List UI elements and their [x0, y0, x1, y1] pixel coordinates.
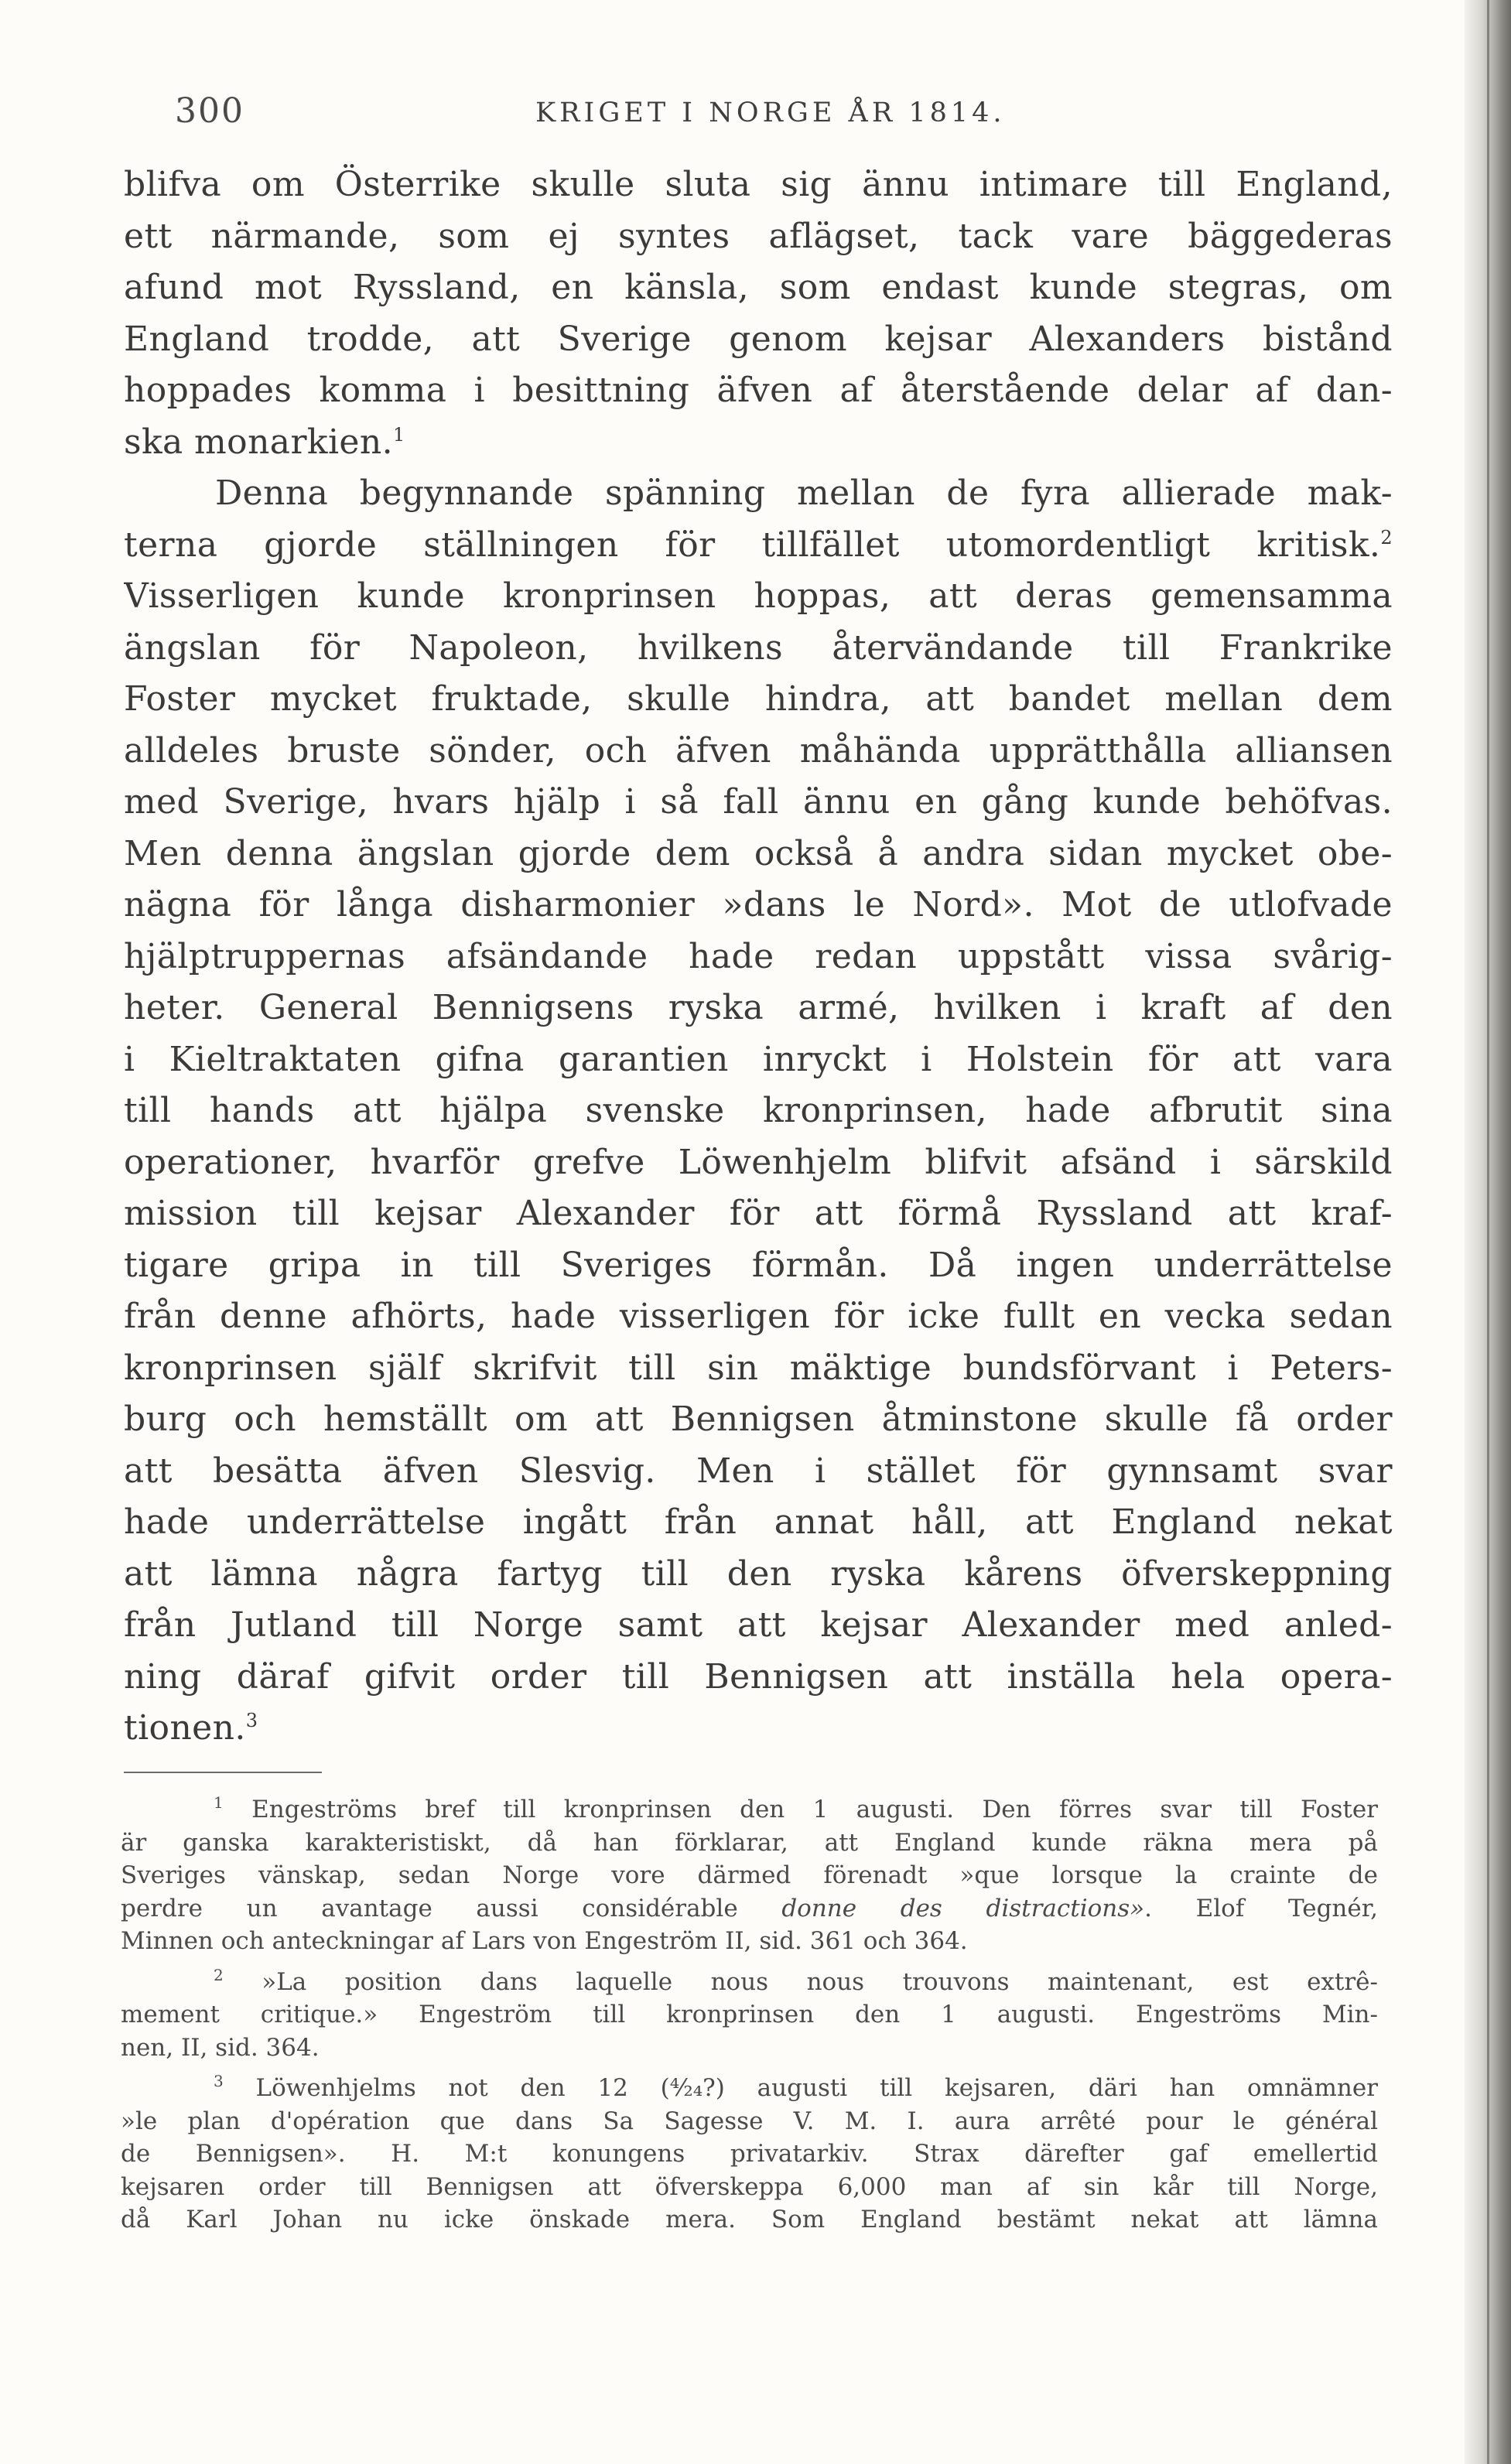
- text-line: kronprinsen själf skrifvit till sin mäktige bundsförvant i Peters-: [124, 1348, 1393, 1388]
- text-line: hjälptruppernas afsändande hade redan uppstått vissa svårig-: [124, 936, 1393, 976]
- footnote-text: »La position dans laquelle nous nous trouvons maintenant, est extrê-: [262, 1967, 1378, 1996]
- text-line: alldeles bruste sönder, och äfven måhända upprätthålla alliansen: [124, 730, 1393, 771]
- footnote-line: Sveriges vänskap, sedan Norge vore därmed förenadt »que lorsque la crainte de: [121, 1861, 1378, 1889]
- text-span: terna gjorde ställningen för tillfället utomordentligt kritisk.: [124, 525, 1381, 565]
- footnote-text: perdre un avantage aussi considérable: [121, 1894, 738, 1922]
- page-number: 300: [175, 91, 244, 131]
- footnote-text: Engeströms bref till kronprinsen den 1 augusti. Den förres svar till Foster: [251, 1796, 1378, 1823]
- text-line: blifva om Österrike skulle sluta sig ännu intimare till England,: [124, 165, 1393, 204]
- text-line: Denna begynnande spänning mellan de fyra allierade mak-: [215, 473, 1393, 513]
- text-line: Men denna ängslan gjorde dem också å andra sidan mycket obe-: [124, 833, 1393, 873]
- text-line: med Sverige, hvars hjälp i så fall ännu en gång kunde behöfvas.: [124, 782, 1393, 822]
- footnote-line: nen, II, sid. 364.: [121, 2033, 320, 2062]
- body-text: [124, 159, 1393, 1755]
- text-line: [124, 1703, 1393, 1755]
- footnote-line: Minnen och anteckningar af Lars von Engeström II, sid. 361 och 364.: [121, 1927, 968, 1955]
- footnote-line: är ganska karakteristiskt, då han förklarar, att England kunde räkna mera på: [121, 1828, 1378, 1857]
- text-line: burg och hemställt om att Bennigsen åtminstone skulle få order: [124, 1399, 1393, 1439]
- text-line: mission till kejsar Alexander för att förmå Ryssland att kraf-: [124, 1194, 1393, 1233]
- text-line: hade underrättelse ingått från annat håll, att England nekat: [124, 1502, 1393, 1542]
- page-edge-line: [1487, 0, 1489, 2464]
- text-span: tionen.: [124, 1708, 246, 1748]
- footnote-ref-3: 3: [245, 1710, 258, 1731]
- text-line: ängslan för Napoleon, hvilkens återvändande till Frankrike: [124, 627, 1393, 668]
- footnote-mark-2: 2: [214, 1965, 224, 1984]
- text-line: till hands att hjälpa svenske kronprinsen, hade afbrutit sina: [124, 1091, 1393, 1130]
- text-line: afund mot Ryssland, en känsla, som endast kunde stegras, om: [124, 268, 1393, 307]
- footnote-text: Löwenhjelms not den 12 (⁴⁄₂₄?) augusti till kejsaren, däri han omnämner: [255, 2074, 1378, 2102]
- footnote-line: kejsaren order till Bennigsen att öfverskeppa 6,000 man af sin kår till Norge,: [121, 2172, 1378, 2201]
- footnote-italic-quote: donne des distractions»: [781, 1894, 1145, 1922]
- text-line: England trodde, att Sverige genom kejsar Alexanders bistånd: [124, 319, 1393, 359]
- page-header: [175, 91, 1397, 138]
- footnote-ref-2: 2: [1380, 526, 1393, 549]
- text-line: tigare gripa in till Sveriges förmån. Då ingen underrättelse: [124, 1245, 1393, 1285]
- text-line: ning däraf gifvit order till Bennigsen att inställa hela opera-: [124, 1656, 1393, 1697]
- footnote-mark-1: 1: [214, 1793, 224, 1812]
- text-line: från Jutland till Norge samt att kejsar Alexander med anled-: [124, 1605, 1393, 1645]
- text-line: från denne afhörts, hade visserligen för icke fullt en vecka sedan: [124, 1297, 1393, 1336]
- text-line: Foster mycket fruktade, skulle hindra, att bandet mellan dem: [124, 679, 1393, 719]
- footnote-mark-3: 3: [214, 2072, 224, 2090]
- running-title: KRIGET I NORGE ÅR 1814.: [535, 97, 1006, 128]
- footnote-text: . Elof Tegnér,: [1144, 1894, 1378, 1922]
- text-line: heter. General Bennigsens ryska armé, hvilken i kraft af den: [124, 988, 1393, 1027]
- text-line: att lämna några fartyg till den ryska kårens öfverskeppning: [124, 1553, 1393, 1594]
- footnote-line: [121, 1892, 1378, 1926]
- text-line: nägna för långa disharmonier »dans le Nord». Mot de utlofvade: [124, 885, 1393, 924]
- text-line: ett närmande, som ej syntes aflägset, tack vare bäggederas: [124, 216, 1393, 256]
- footnote-line: mement critique.» Engeström till kronprinsen den 1 augusti. Engeströms Min-: [121, 2001, 1378, 2028]
- footnote-3: [121, 2072, 1378, 2105]
- text-line: operationer, hvarför grefve Löwenhjelm blifvit afsänd i särskild: [124, 1142, 1393, 1182]
- footnote-separator: [124, 1772, 322, 1773]
- text-line: hoppades komma i besittning äfven af återstående delar af dan-: [124, 371, 1393, 410]
- footnote-line: »le plan d'opération que dans Sa Sagesse V. M. I. aura arrêté pour le général: [121, 2107, 1378, 2135]
- footnote-ref-1: 1: [392, 423, 405, 446]
- text-line: i Kieltraktaten gifna garantien inryckt i Holstein för att vara: [124, 1039, 1393, 1079]
- footnote-1: [121, 1793, 1378, 1827]
- text-span: ska monarkien.: [124, 422, 393, 462]
- text-line: [124, 520, 1393, 572]
- text-line: att besätta äfven Slesvig. Men i stället för gynnsamt svar: [124, 1451, 1393, 1491]
- footnote-2: [121, 1966, 1378, 1999]
- footnote-line: de Bennigsen». H. M:t konungens privatarkiv. Strax därefter gaf emellertid: [121, 2140, 1378, 2168]
- text-line: Visserligen kunde kronprinsen hoppas, att deras gemensamma: [124, 576, 1393, 616]
- footnotes: [121, 1793, 1378, 2237]
- text-line: [124, 417, 1393, 469]
- footnote-line: då Karl Johan nu icke önskade mera. Som England bestämt nekat att lämna: [121, 2206, 1378, 2233]
